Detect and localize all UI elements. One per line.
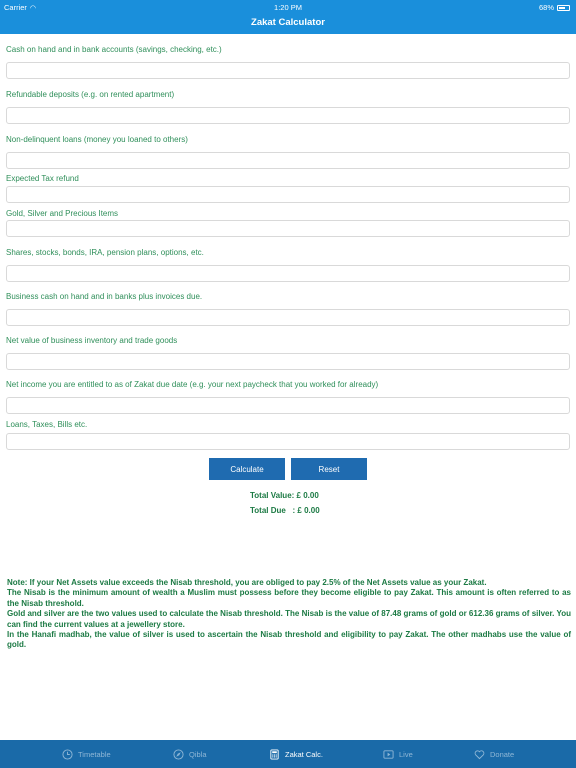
tab-live[interactable]: Live: [383, 740, 413, 768]
note-paragraph: In the Hanafi madhab, the value of silver is used to ascertain the Nisab threshold and eligibility to pay Zakat. The other madhabs use the value of gold.: [7, 630, 571, 650]
input-cash[interactable]: [6, 62, 570, 79]
input-shares[interactable]: [6, 265, 570, 282]
heart-icon: [474, 749, 485, 760]
tab-zakat-calc[interactable]: Zakat Calc.: [269, 740, 323, 768]
input-refundable-deposits[interactable]: [6, 107, 570, 124]
input-net-income[interactable]: [6, 397, 570, 414]
label-shares: Shares, stocks, bonds, IRA, pension plans, options, etc.: [6, 248, 204, 257]
total-due-text: Total Due : £ 0.00: [250, 506, 320, 515]
label-loans-given: Non-delinquent loans (money you loaned to others): [6, 135, 188, 144]
nisab-note: [7, 578, 571, 651]
tab-donate[interactable]: Donate: [474, 740, 514, 768]
label-refundable-deposits: Refundable deposits (e.g. on rented apartment): [6, 90, 175, 99]
tab-qibla[interactable]: Qibla: [173, 740, 207, 768]
compass-icon: [173, 749, 184, 760]
label-liabilities: Loans, Taxes, Bills etc.: [6, 420, 88, 429]
note-paragraph: Gold and silver are the two values used to calculate the Nisab threshold. The Nisab is the value of 87.48 grams of gold or 612.36 grams of silver. You can find the current values at a jewellery store.: [7, 609, 571, 629]
input-business-cash[interactable]: [6, 309, 570, 326]
calculator-icon: [269, 749, 280, 760]
play-icon: [383, 749, 394, 760]
tab-timetable[interactable]: Timetable: [62, 740, 111, 768]
page-title: Zakat Calculator: [251, 17, 325, 28]
note-paragraph: Note: If your Net Assets value exceeds the Nisab threshold, you are obliged to pay 2.5% of the Net Assets value as your Zakat.: [7, 578, 487, 587]
app-header: [0, 0, 576, 34]
label-cash: Cash on hand and in bank accounts (savings, checking, etc.): [6, 45, 222, 54]
label-tax-refund: Expected Tax refund: [6, 174, 79, 183]
status-time: 1:20 PM: [274, 3, 302, 12]
battery-icon: [557, 5, 570, 11]
reset-button[interactable]: Reset: [291, 458, 367, 480]
calculate-button[interactable]: Calculate: [209, 458, 285, 480]
input-tax-refund[interactable]: [6, 186, 570, 203]
input-gold-silver[interactable]: [6, 220, 570, 237]
tab-bar: [0, 740, 576, 768]
label-business-cash: Business cash on hand and in banks plus invoices due.: [6, 292, 203, 301]
status-carrier: Carrier ◠: [4, 3, 37, 12]
label-net-income: Net income you are entitled to as of Zakat due date (e.g. your next paycheck that you worked for already): [6, 380, 379, 389]
total-value-text: Total Value: £ 0.00: [250, 491, 319, 500]
input-business-inventory[interactable]: [6, 353, 570, 370]
note-paragraph: The Nisab is the minimum amount of wealth a Muslim must possess before they become eligible to pay Zakat. This amount is often referred to as the Nisab threshold.: [7, 588, 571, 608]
input-loans-given[interactable]: [6, 152, 570, 169]
label-business-inventory: Net value of business inventory and trade goods: [6, 336, 178, 345]
label-gold-silver: Gold, Silver and Precious Items: [6, 209, 119, 218]
wifi-icon: ◠: [29, 5, 37, 12]
input-liabilities[interactable]: [6, 433, 570, 450]
clock-icon: [62, 749, 73, 760]
status-battery: 68%: [539, 3, 570, 12]
